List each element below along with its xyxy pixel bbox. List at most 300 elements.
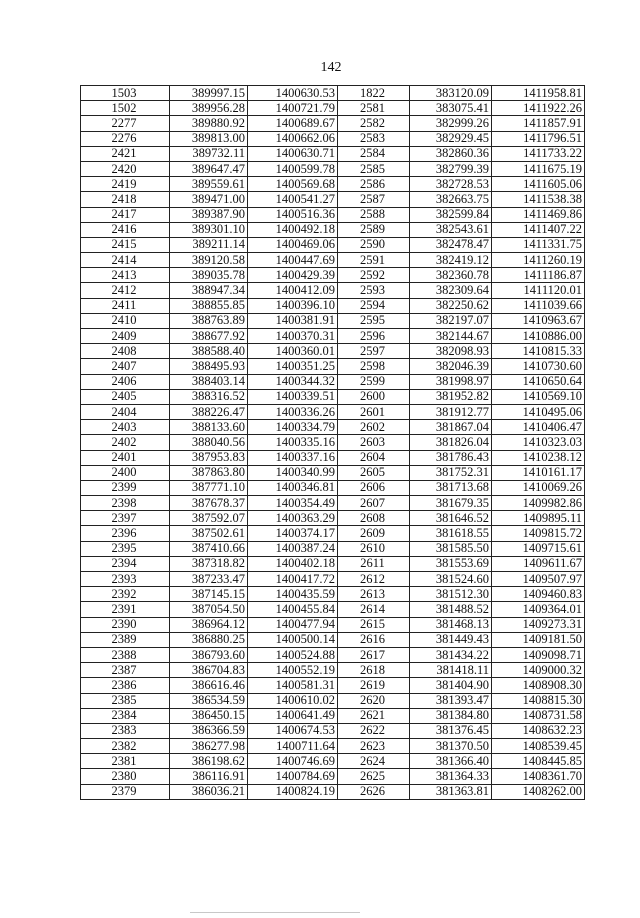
table-row <box>81 359 585 374</box>
y-coordinate-left-cell: 1400469.06 <box>248 237 338 252</box>
y-coordinate-right-cell: 1409611.67 <box>492 556 585 571</box>
point-id-right-cell: 2606 <box>338 480 410 495</box>
point-id-right-cell: 2590 <box>338 237 410 252</box>
x-coordinate-right-cell: 381512.30 <box>410 587 492 602</box>
point-id-left-cell: 2417 <box>81 207 170 222</box>
table-row <box>81 101 585 116</box>
point-id-right-cell: 2612 <box>338 572 410 587</box>
y-coordinate-right-cell: 1410323.03 <box>492 435 585 450</box>
y-coordinate-left-cell: 1400711.64 <box>248 739 338 754</box>
point-id-left-cell: 2413 <box>81 268 170 283</box>
y-coordinate-right-cell: 1411039.66 <box>492 298 585 313</box>
y-coordinate-right-cell: 1410886.00 <box>492 329 585 344</box>
point-id-left-cell: 2381 <box>81 754 170 769</box>
point-id-left-cell: 2393 <box>81 572 170 587</box>
point-id-left-cell: 2420 <box>81 161 170 176</box>
y-coordinate-right-cell: 1411605.06 <box>492 177 585 192</box>
x-coordinate-left-cell: 389471.00 <box>170 192 248 207</box>
point-id-right-cell: 2616 <box>338 632 410 647</box>
point-id-left-cell: 2398 <box>81 496 170 511</box>
point-id-left-cell: 2391 <box>81 602 170 617</box>
point-id-left-cell: 2397 <box>81 511 170 526</box>
point-id-right-cell: 2595 <box>338 313 410 328</box>
x-coordinate-right-cell: 382999.26 <box>410 116 492 131</box>
table-row <box>81 298 585 313</box>
y-coordinate-left-cell: 1400381.91 <box>248 313 338 328</box>
x-coordinate-right-cell: 381488.52 <box>410 602 492 617</box>
table-row <box>81 769 585 784</box>
y-coordinate-right-cell: 1408445.85 <box>492 754 585 769</box>
y-coordinate-left-cell: 1400412.09 <box>248 283 338 298</box>
point-id-left-cell: 2382 <box>81 739 170 754</box>
coordinates-table <box>80 85 585 800</box>
x-coordinate-right-cell: 382663.75 <box>410 192 492 207</box>
x-coordinate-left-cell: 387410.66 <box>170 541 248 556</box>
y-coordinate-right-cell: 1409181.50 <box>492 632 585 647</box>
table-row <box>81 450 585 465</box>
x-coordinate-left-cell: 386450.15 <box>170 708 248 723</box>
y-coordinate-right-cell: 1408908.30 <box>492 678 585 693</box>
x-coordinate-left-cell: 387863.80 <box>170 465 248 480</box>
point-id-right-cell: 2601 <box>338 404 410 419</box>
y-coordinate-left-cell: 1400370.31 <box>248 329 338 344</box>
x-coordinate-right-cell: 382309.64 <box>410 283 492 298</box>
y-coordinate-right-cell: 1410569.10 <box>492 389 585 404</box>
point-id-left-cell: 2403 <box>81 420 170 435</box>
table-row <box>81 283 585 298</box>
point-id-left-cell: 2276 <box>81 131 170 146</box>
x-coordinate-right-cell: 381952.82 <box>410 389 492 404</box>
x-coordinate-left-cell: 386198.62 <box>170 754 248 769</box>
point-id-left-cell: 2392 <box>81 587 170 602</box>
point-id-right-cell: 2585 <box>338 161 410 176</box>
y-coordinate-right-cell: 1411675.19 <box>492 161 585 176</box>
table-row <box>81 572 585 587</box>
table-row <box>81 344 585 359</box>
y-coordinate-right-cell: 1411538.38 <box>492 192 585 207</box>
point-id-left-cell: 2415 <box>81 237 170 252</box>
y-coordinate-left-cell: 1400516.36 <box>248 207 338 222</box>
x-coordinate-right-cell: 382098.93 <box>410 344 492 359</box>
x-coordinate-right-cell: 382419.12 <box>410 253 492 268</box>
point-id-right-cell: 2592 <box>338 268 410 283</box>
table-row <box>81 207 585 222</box>
x-coordinate-right-cell: 381384.80 <box>410 708 492 723</box>
y-coordinate-right-cell: 1410495.06 <box>492 404 585 419</box>
point-id-left-cell: 2389 <box>81 632 170 647</box>
y-coordinate-right-cell: 1410815.33 <box>492 344 585 359</box>
x-coordinate-right-cell: 381826.04 <box>410 435 492 450</box>
y-coordinate-left-cell: 1400477.94 <box>248 617 338 632</box>
y-coordinate-left-cell: 1400630.53 <box>248 86 338 101</box>
point-id-right-cell: 2604 <box>338 450 410 465</box>
x-coordinate-left-cell: 386793.60 <box>170 647 248 662</box>
y-coordinate-right-cell: 1410650.64 <box>492 374 585 389</box>
point-id-right-cell: 2620 <box>338 693 410 708</box>
table-row <box>81 526 585 541</box>
x-coordinate-left-cell: 387771.10 <box>170 480 248 495</box>
point-id-left-cell: 2396 <box>81 526 170 541</box>
table-row <box>81 511 585 526</box>
y-coordinate-right-cell: 1409098.71 <box>492 647 585 662</box>
y-coordinate-right-cell: 1411186.87 <box>492 268 585 283</box>
x-coordinate-right-cell: 382860.36 <box>410 146 492 161</box>
x-coordinate-left-cell: 389880.92 <box>170 116 248 131</box>
table-row <box>81 374 585 389</box>
x-coordinate-left-cell: 387953.83 <box>170 450 248 465</box>
x-coordinate-right-cell: 382599.84 <box>410 207 492 222</box>
y-coordinate-left-cell: 1400824.19 <box>248 784 338 799</box>
y-coordinate-left-cell: 1400435.59 <box>248 587 338 602</box>
x-coordinate-left-cell: 388495.93 <box>170 359 248 374</box>
point-id-left-cell: 2402 <box>81 435 170 450</box>
x-coordinate-right-cell: 381585.50 <box>410 541 492 556</box>
table-row <box>81 663 585 678</box>
x-coordinate-right-cell: 382250.62 <box>410 298 492 313</box>
point-id-left-cell: 2410 <box>81 313 170 328</box>
point-id-left-cell: 2384 <box>81 708 170 723</box>
y-coordinate-left-cell: 1400335.16 <box>248 435 338 450</box>
table-row <box>81 192 585 207</box>
point-id-left-cell: 2408 <box>81 344 170 359</box>
x-coordinate-right-cell: 381376.45 <box>410 723 492 738</box>
point-id-right-cell: 2581 <box>338 101 410 116</box>
y-coordinate-left-cell: 1400569.68 <box>248 177 338 192</box>
page-footer-rule <box>190 912 360 913</box>
y-coordinate-right-cell: 1408361.70 <box>492 769 585 784</box>
point-id-left-cell: 2412 <box>81 283 170 298</box>
point-id-left-cell: 2405 <box>81 389 170 404</box>
y-coordinate-left-cell: 1400363.29 <box>248 511 338 526</box>
y-coordinate-left-cell: 1400689.67 <box>248 116 338 131</box>
table-row <box>81 237 585 252</box>
y-coordinate-left-cell: 1400360.01 <box>248 344 338 359</box>
table-row <box>81 177 585 192</box>
x-coordinate-left-cell: 386964.12 <box>170 617 248 632</box>
x-coordinate-left-cell: 389211.14 <box>170 237 248 252</box>
x-coordinate-right-cell: 382478.47 <box>410 237 492 252</box>
x-coordinate-left-cell: 389301.10 <box>170 222 248 237</box>
x-coordinate-left-cell: 386277.98 <box>170 739 248 754</box>
y-coordinate-left-cell: 1400334.79 <box>248 420 338 435</box>
x-coordinate-right-cell: 381679.35 <box>410 496 492 511</box>
table-row <box>81 602 585 617</box>
point-id-right-cell: 2598 <box>338 359 410 374</box>
y-coordinate-right-cell: 1411796.51 <box>492 131 585 146</box>
point-id-right-cell: 2618 <box>338 663 410 678</box>
point-id-right-cell: 2605 <box>338 465 410 480</box>
point-id-right-cell: 2597 <box>338 344 410 359</box>
y-coordinate-left-cell: 1400630.71 <box>248 146 338 161</box>
table-row <box>81 253 585 268</box>
point-id-left-cell: 2383 <box>81 723 170 738</box>
x-coordinate-right-cell: 381867.04 <box>410 420 492 435</box>
table-row <box>81 617 585 632</box>
x-coordinate-left-cell: 389387.90 <box>170 207 248 222</box>
table-row <box>81 222 585 237</box>
point-id-left-cell: 2399 <box>81 480 170 495</box>
table-row <box>81 480 585 495</box>
point-id-left-cell: 2390 <box>81 617 170 632</box>
point-id-right-cell: 2596 <box>338 329 410 344</box>
x-coordinate-right-cell: 381370.50 <box>410 739 492 754</box>
y-coordinate-left-cell: 1400429.39 <box>248 268 338 283</box>
y-coordinate-left-cell: 1400500.14 <box>248 632 338 647</box>
point-id-right-cell: 2613 <box>338 587 410 602</box>
x-coordinate-left-cell: 386366.59 <box>170 723 248 738</box>
x-coordinate-left-cell: 386704.83 <box>170 663 248 678</box>
point-id-left-cell: 1503 <box>81 86 170 101</box>
x-coordinate-right-cell: 381404.90 <box>410 678 492 693</box>
x-coordinate-right-cell: 381449.43 <box>410 632 492 647</box>
x-coordinate-left-cell: 386616.46 <box>170 678 248 693</box>
point-id-left-cell: 2387 <box>81 663 170 678</box>
point-id-right-cell: 2623 <box>338 739 410 754</box>
point-id-left-cell: 2409 <box>81 329 170 344</box>
table-row <box>81 541 585 556</box>
table-row <box>81 420 585 435</box>
y-coordinate-left-cell: 1400346.81 <box>248 480 338 495</box>
y-coordinate-right-cell: 1411260.19 <box>492 253 585 268</box>
y-coordinate-left-cell: 1400387.24 <box>248 541 338 556</box>
y-coordinate-right-cell: 1408262.00 <box>492 784 585 799</box>
x-coordinate-left-cell: 388403.14 <box>170 374 248 389</box>
point-id-left-cell: 2414 <box>81 253 170 268</box>
x-coordinate-left-cell: 387502.61 <box>170 526 248 541</box>
table-row <box>81 161 585 176</box>
point-id-right-cell: 2591 <box>338 253 410 268</box>
y-coordinate-right-cell: 1411331.75 <box>492 237 585 252</box>
point-id-right-cell: 2600 <box>338 389 410 404</box>
y-coordinate-right-cell: 1408815.30 <box>492 693 585 708</box>
y-coordinate-left-cell: 1400447.69 <box>248 253 338 268</box>
x-coordinate-left-cell: 389997.15 <box>170 86 248 101</box>
point-id-right-cell: 2622 <box>338 723 410 738</box>
x-coordinate-left-cell: 389035.78 <box>170 268 248 283</box>
x-coordinate-left-cell: 388855.85 <box>170 298 248 313</box>
y-coordinate-left-cell: 1400339.51 <box>248 389 338 404</box>
y-coordinate-right-cell: 1409507.97 <box>492 572 585 587</box>
table-row <box>81 678 585 693</box>
x-coordinate-left-cell: 387318.82 <box>170 556 248 571</box>
x-coordinate-left-cell: 389732.11 <box>170 146 248 161</box>
table-row <box>81 146 585 161</box>
y-coordinate-right-cell: 1411120.01 <box>492 283 585 298</box>
x-coordinate-left-cell: 389647.47 <box>170 161 248 176</box>
y-coordinate-right-cell: 1408539.45 <box>492 739 585 754</box>
y-coordinate-left-cell: 1400610.02 <box>248 693 338 708</box>
x-coordinate-right-cell: 382360.78 <box>410 268 492 283</box>
point-id-left-cell: 2401 <box>81 450 170 465</box>
table-row <box>81 587 585 602</box>
x-coordinate-right-cell: 382197.07 <box>410 313 492 328</box>
y-coordinate-right-cell: 1409364.01 <box>492 602 585 617</box>
point-id-right-cell: 2593 <box>338 283 410 298</box>
table-row <box>81 693 585 708</box>
point-id-right-cell: 2607 <box>338 496 410 511</box>
point-id-left-cell: 2404 <box>81 404 170 419</box>
point-id-right-cell: 2624 <box>338 754 410 769</box>
x-coordinate-right-cell: 382046.39 <box>410 359 492 374</box>
x-coordinate-right-cell: 382728.53 <box>410 177 492 192</box>
x-coordinate-left-cell: 389813.00 <box>170 131 248 146</box>
y-coordinate-left-cell: 1400524.88 <box>248 647 338 662</box>
y-coordinate-left-cell: 1400340.99 <box>248 465 338 480</box>
point-id-left-cell: 2388 <box>81 647 170 662</box>
table-row <box>81 556 585 571</box>
point-id-right-cell: 2625 <box>338 769 410 784</box>
point-id-right-cell: 2586 <box>338 177 410 192</box>
point-id-right-cell: 2617 <box>338 647 410 662</box>
x-coordinate-left-cell: 386116.91 <box>170 769 248 784</box>
table-row <box>81 116 585 131</box>
y-coordinate-left-cell: 1400396.10 <box>248 298 338 313</box>
point-id-left-cell: 2418 <box>81 192 170 207</box>
point-id-right-cell: 2611 <box>338 556 410 571</box>
x-coordinate-left-cell: 388588.40 <box>170 344 248 359</box>
point-id-right-cell: 2587 <box>338 192 410 207</box>
point-id-right-cell: 2589 <box>338 222 410 237</box>
point-id-right-cell: 2603 <box>338 435 410 450</box>
point-id-left-cell: 2385 <box>81 693 170 708</box>
table-row <box>81 389 585 404</box>
point-id-left-cell: 1502 <box>81 101 170 116</box>
x-coordinate-left-cell: 388677.92 <box>170 329 248 344</box>
table-row <box>81 496 585 511</box>
point-id-right-cell: 2584 <box>338 146 410 161</box>
x-coordinate-right-cell: 381752.31 <box>410 465 492 480</box>
y-coordinate-right-cell: 1410730.60 <box>492 359 585 374</box>
x-coordinate-left-cell: 388947.34 <box>170 283 248 298</box>
y-coordinate-right-cell: 1409895.11 <box>492 511 585 526</box>
y-coordinate-right-cell: 1411958.81 <box>492 86 585 101</box>
point-id-left-cell: 2394 <box>81 556 170 571</box>
point-id-left-cell: 2386 <box>81 678 170 693</box>
y-coordinate-left-cell: 1400599.78 <box>248 161 338 176</box>
x-coordinate-left-cell: 388226.47 <box>170 404 248 419</box>
point-id-left-cell: 2395 <box>81 541 170 556</box>
y-coordinate-right-cell: 1410963.67 <box>492 313 585 328</box>
x-coordinate-right-cell: 381393.47 <box>410 693 492 708</box>
y-coordinate-left-cell: 1400354.49 <box>248 496 338 511</box>
y-coordinate-left-cell: 1400662.06 <box>248 131 338 146</box>
x-coordinate-right-cell: 381998.97 <box>410 374 492 389</box>
table-row <box>81 465 585 480</box>
point-id-right-cell: 2615 <box>338 617 410 632</box>
point-id-left-cell: 2416 <box>81 222 170 237</box>
table-row <box>81 404 585 419</box>
point-id-left-cell: 2379 <box>81 784 170 799</box>
x-coordinate-left-cell: 387054.50 <box>170 602 248 617</box>
y-coordinate-left-cell: 1400552.19 <box>248 663 338 678</box>
x-coordinate-left-cell: 386534.59 <box>170 693 248 708</box>
y-coordinate-right-cell: 1411407.22 <box>492 222 585 237</box>
point-id-left-cell: 2380 <box>81 769 170 784</box>
point-id-left-cell: 2407 <box>81 359 170 374</box>
y-coordinate-left-cell: 1400351.25 <box>248 359 338 374</box>
y-coordinate-right-cell: 1411922.26 <box>492 101 585 116</box>
y-coordinate-right-cell: 1409000.32 <box>492 663 585 678</box>
table-row <box>81 435 585 450</box>
y-coordinate-right-cell: 1410161.17 <box>492 465 585 480</box>
point-id-left-cell: 2277 <box>81 116 170 131</box>
coordinates-table-body <box>81 86 585 800</box>
x-coordinate-right-cell: 381468.13 <box>410 617 492 632</box>
x-coordinate-right-cell: 381553.69 <box>410 556 492 571</box>
y-coordinate-left-cell: 1400344.32 <box>248 374 338 389</box>
x-coordinate-right-cell: 381363.81 <box>410 784 492 799</box>
point-id-right-cell: 2594 <box>338 298 410 313</box>
x-coordinate-right-cell: 383075.41 <box>410 101 492 116</box>
y-coordinate-left-cell: 1400492.18 <box>248 222 338 237</box>
x-coordinate-left-cell: 388040.56 <box>170 435 248 450</box>
x-coordinate-left-cell: 388763.89 <box>170 313 248 328</box>
table-row <box>81 86 585 101</box>
point-id-right-cell: 2621 <box>338 708 410 723</box>
table-row <box>81 329 585 344</box>
table-row <box>81 708 585 723</box>
y-coordinate-left-cell: 1400784.69 <box>248 769 338 784</box>
x-coordinate-right-cell: 381524.60 <box>410 572 492 587</box>
table-row <box>81 784 585 799</box>
x-coordinate-left-cell: 387678.37 <box>170 496 248 511</box>
table-row <box>81 268 585 283</box>
y-coordinate-right-cell: 1409460.83 <box>492 587 585 602</box>
page-number: 142 <box>320 60 342 75</box>
x-coordinate-left-cell: 387233.47 <box>170 572 248 587</box>
point-id-left-cell: 2421 <box>81 146 170 161</box>
point-id-left-cell: 2406 <box>81 374 170 389</box>
y-coordinate-left-cell: 1400402.18 <box>248 556 338 571</box>
point-id-right-cell: 2619 <box>338 678 410 693</box>
y-coordinate-left-cell: 1400541.27 <box>248 192 338 207</box>
y-coordinate-right-cell: 1410406.47 <box>492 420 585 435</box>
x-coordinate-left-cell: 389559.61 <box>170 177 248 192</box>
y-coordinate-right-cell: 1410238.12 <box>492 450 585 465</box>
y-coordinate-right-cell: 1408632.23 <box>492 723 585 738</box>
table-row <box>81 739 585 754</box>
point-id-right-cell: 2599 <box>338 374 410 389</box>
x-coordinate-left-cell: 387592.07 <box>170 511 248 526</box>
y-coordinate-left-cell: 1400581.31 <box>248 678 338 693</box>
y-coordinate-left-cell: 1400641.49 <box>248 708 338 723</box>
y-coordinate-left-cell: 1400336.26 <box>248 404 338 419</box>
x-coordinate-left-cell: 386036.21 <box>170 784 248 799</box>
x-coordinate-left-cell: 388133.60 <box>170 420 248 435</box>
point-id-right-cell: 2588 <box>338 207 410 222</box>
point-id-right-cell: 2608 <box>338 511 410 526</box>
x-coordinate-right-cell: 382144.67 <box>410 329 492 344</box>
point-id-right-cell: 2626 <box>338 784 410 799</box>
x-coordinate-right-cell: 381366.40 <box>410 754 492 769</box>
point-id-right-cell: 2610 <box>338 541 410 556</box>
point-id-right-cell: 1822 <box>338 86 410 101</box>
table-row <box>81 313 585 328</box>
y-coordinate-right-cell: 1411733.22 <box>492 146 585 161</box>
y-coordinate-right-cell: 1409273.31 <box>492 617 585 632</box>
y-coordinate-right-cell: 1408731.58 <box>492 708 585 723</box>
point-id-right-cell: 2582 <box>338 116 410 131</box>
x-coordinate-left-cell: 389120.58 <box>170 253 248 268</box>
x-coordinate-right-cell: 382543.61 <box>410 222 492 237</box>
x-coordinate-right-cell: 381618.55 <box>410 526 492 541</box>
x-coordinate-right-cell: 381713.68 <box>410 480 492 495</box>
table-row <box>81 632 585 647</box>
x-coordinate-right-cell: 381786.43 <box>410 450 492 465</box>
table-row <box>81 131 585 146</box>
point-id-left-cell: 2419 <box>81 177 170 192</box>
y-coordinate-right-cell: 1410069.26 <box>492 480 585 495</box>
